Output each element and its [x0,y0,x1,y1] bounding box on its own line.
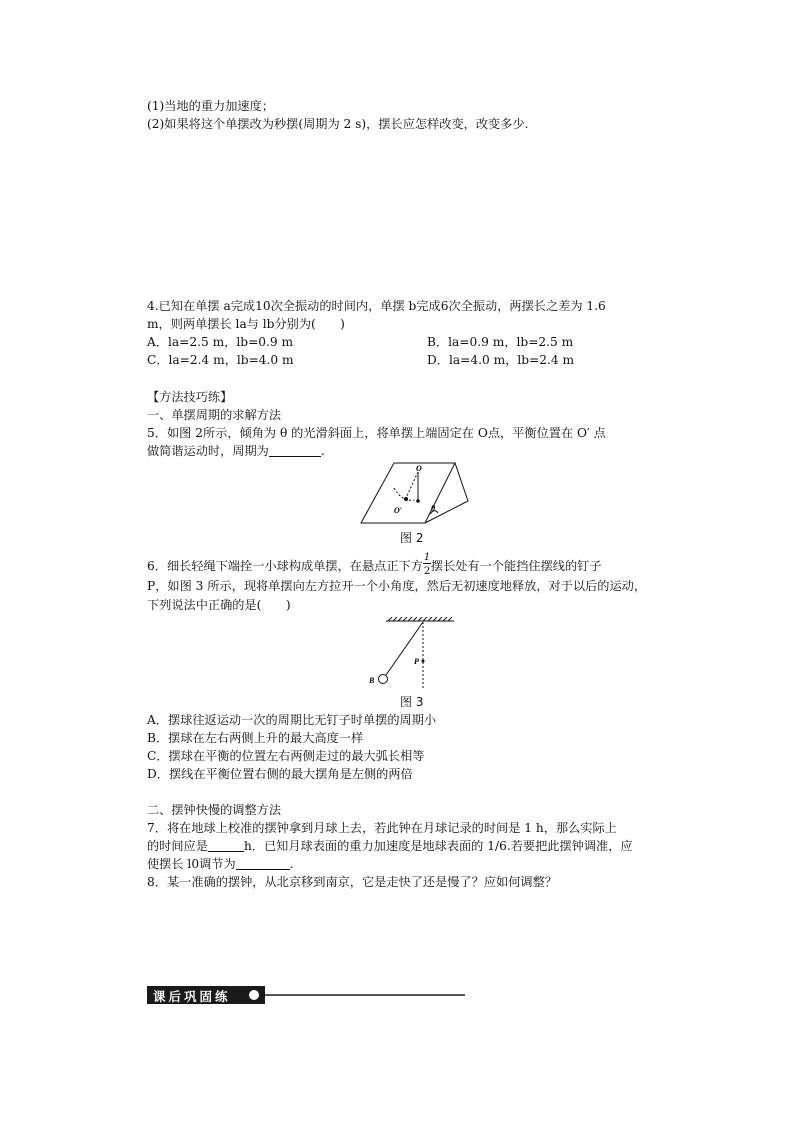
q7-stem-line3-b: . [289,857,294,871]
q6-fraction [423,551,431,577]
banner-rule [265,994,465,996]
q5-stem-line2-text: 做简谐运动时，周期为 [147,444,269,458]
q7-answer-blank-2[interactable] [236,857,290,870]
figure-2-incline [358,458,470,526]
fig3-label-b: B [369,676,375,685]
q4-stem-line1: 4.已知在单摆 a完成10次全振动的时间内，单摆 b完成6次全振动，两摆长之差为 1.6 [147,299,606,313]
q6-stem-line2: P，如图 3 所示，现将单摆向左方拉开一个小角度，然后无初速度地释放，对于以后的运动， [147,579,647,593]
q7-answer-blank-1[interactable] [208,839,244,852]
q6-option-c: C．摆球在平衡的位置左右两侧走过的最大弧长相等 [147,749,425,763]
section-method-sub1: 一、单摆周期的求解方法 [147,408,282,422]
q4-stem-line2: m，则两单摆长 la与 lb分别为( ) [147,317,345,331]
section-adjust-sub2: 二、摆钟快慢的调整方法 [147,803,282,817]
q7-stem-line2 [147,838,633,854]
q8-stem: 8．某一准确的摆钟，从北京移到南京，它是走快了还是慢了？应如何调整？ [147,875,557,889]
q6-stem-line1-a: 6．细长轻绳下端拴一小球构成单摆，在悬点正下方 [147,559,423,573]
q6-stem-line3: 下列说法中正确的是( ) [147,598,291,612]
q7-stem-line2-a: 的时间应是 [147,839,208,853]
question-part-2: (2)如果将这个单摆改为秒摆(周期为 2 s)，摆长应怎样改变，改变多少. [147,117,529,131]
fig2-label-o-prime: O′ [394,506,403,515]
q5-answer-blank[interactable] [269,444,321,457]
q5-stem-line2-end: . [320,444,325,458]
q6-fraction-denominator: 2 [423,565,431,577]
q5-stem-line2 [147,443,325,459]
fig3-label-p: P [414,657,419,666]
q4-option-d: D．la=4.0 m，lb=2.4 m [427,353,575,367]
q4-option-c: C．la=2.4 m，lb=4.0 m [147,353,294,367]
q4-option-a: A．la=2.5 m，lb=0.9 m [147,335,294,349]
section-method-header: 【方法技巧练】 [147,390,233,404]
q7-stem-line2-b: h．已知月球表面的重力加速度是地球表面的 1/6.若要把此摆钟调准，应 [243,839,633,853]
q6-stem-line1-b: 摆长处有一个能挡住摆线的钉子 [430,559,602,573]
figure-3-pendulum [362,617,458,691]
q7-stem-line3-a: 使摆长 l0调节为 [147,857,236,871]
q6-option-b: B．摆球在左右两侧上升的最大高度一样 [147,731,364,745]
q7-stem-line3 [147,856,294,872]
figure-2-caption: 图 2 [400,531,424,545]
q7-stem-line1: 7．将在地球上校准的摆钟拿到月球上去，若此钟在月球记录的时间是 1 h，那么实际上 [147,821,617,835]
q4-option-b: B．la=0.9 m，lb=2.5 m [427,335,574,349]
q6-option-d: D．摆线在平衡位置右侧的最大摆角是左侧的两倍 [147,767,413,781]
fig2-label-o: O [416,464,422,473]
question-part-1: (1)当地的重力加速度； [147,99,274,113]
section-banner [147,986,265,1004]
figure-3-caption: 图 3 [400,695,424,709]
q6-fraction-numerator: 1 [423,551,431,563]
section-banner-label: 课后巩固练 [153,989,231,1004]
q6-stem-line1 [147,551,602,577]
banner-dot-icon [249,990,259,1000]
fig2-label-theta: θ [431,504,436,513]
q5-stem-line1: 5．如图 2所示，倾角为 θ 的光滑斜面上，将单摆上端固定在 O点，平衡位置在 O′ 点 [147,426,606,440]
q6-option-a: A．摆球往返运动一次的周期比无钉子时单摆的周期小 [147,713,437,727]
